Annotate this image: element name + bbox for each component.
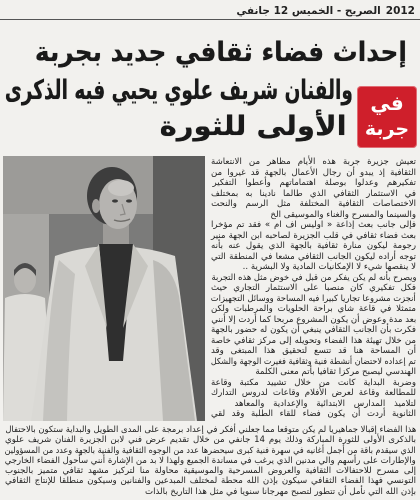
article-line-text: للمطالعة وقاعة لعرض الأفلام وقاعات لدروس التدارك (211, 388, 416, 398)
article-line (211, 325, 416, 336)
article-line-text: ويصرح بأنه لم يكن يفكر من قبل في خوض مثل هذه التجربة (211, 272, 416, 283)
article-line (211, 157, 416, 168)
article-line-text: هذا الفضاء إقبالا جماهيريا لم يكن متوقعا مما جعلني أفكر في إعداد برمجة على المدى الطويل والبداية ستكون بالاحتفال (5, 425, 416, 435)
article-line-text: بعد مدة وعوض أن يكون المشروع مربحا كما أردت إلا أنني (211, 314, 416, 325)
article-column-right (211, 157, 416, 420)
article-line-text: تعيش جزيرة جربة هذه الأيام مظاهر من الانتعاشة (211, 157, 416, 167)
article-line-text: بعث فضاء ثقافي في قلب الجزيرة لصاحبه ابن الجهة منير (211, 230, 416, 241)
kicker-box (357, 86, 417, 148)
article-line-text: متمثلا في قاعة شاي براحة الحلويات والمرطبات ولكن (211, 304, 416, 314)
article-line (211, 283, 416, 294)
article-line-text: بإذن الله التي نأمل أن تتطور لتصبح مهرجانا سنويا في مثل هذا التاريخ بالذات (145, 486, 416, 497)
headline-line (160, 110, 347, 144)
article-line-text: في الاستثمار الثقافي الذي طالما نادينا به بمختلف (211, 188, 416, 199)
article-line-text: تفكيرهم وعدلوا بوصلة اهتماماتهم وأعطوا التفكير (212, 178, 416, 188)
kicker-line: في (370, 91, 404, 115)
article-line-text: من خلال تهيئة هذا الفضاء وتحويله إلى مركز ثقافي خاصة (211, 335, 416, 346)
article-line-text: الهندسي ليصبح مركزا ثقافيا بأتم معنى الكلمة (255, 367, 416, 377)
article-line (5, 476, 416, 486)
article-line (211, 399, 416, 410)
article-line-text: فكل تفكيري كان منصبا على الاستثمار التجاري حيث (211, 283, 416, 293)
masthead-date: الصريح - الخميس 12 جانفي (236, 4, 381, 17)
masthead (190, 3, 415, 18)
article-line-text: أنجزت مشروعا تجاريا كبيرا فيه المساحة ووسائل التجهيزات (211, 293, 416, 304)
headline-text: الأولى للثورة (160, 111, 347, 142)
article-line (211, 168, 416, 179)
article-line (5, 425, 416, 435)
headline-line (5, 74, 353, 108)
article-line (211, 189, 416, 200)
article-line (5, 466, 416, 476)
headline-text: إحداث فضاء ثقافي جديد بجربة (35, 37, 407, 68)
article-line-text: توجه أراده ليكون الجانب الثقافي مشعا في المنطقة التي (211, 251, 416, 262)
portrait-photo-image (3, 156, 205, 421)
article-line-text: فكرت بأن الجانب الثقافي ينبغي أن يكون له حضور بالجهة (211, 325, 416, 335)
headline-line (35, 36, 407, 70)
article-line (5, 446, 416, 456)
article-line (211, 210, 416, 221)
article-line-text: تم إعداده لاحتضان أنشطة فنية وثقافية فغيرت الوجهة والشكل (211, 356, 416, 367)
article-line-text: لتلاميذ المدارس الابتدائية والإعدادية والمعاهد (234, 398, 416, 409)
article-line (211, 252, 416, 263)
article-line (211, 315, 416, 326)
headline-text: والفنان شريف علوي يحيي فيه الذكرى (5, 75, 353, 106)
article-line (211, 336, 416, 347)
article-line (211, 346, 416, 357)
article-line (211, 231, 416, 242)
article-line-text: الذي سيقدم باقة من أجمل أغانيه في سهرة فنية كبرى سيحضرها عدد من الوجوه الثقافية والفنية بالجهة وعدد من المسؤولين (5, 445, 416, 456)
article-line (211, 241, 416, 252)
article-line-text: والإطارات على رأسهم والي مدنين الذي يرغب في مساندة الجميع ولهذا لا بد من الإشارة أنني سأحول الفضاء الخارجي (5, 455, 416, 466)
article-line-text: لا ينقصها شيء لا الإمكانيات المادية ولا البشرية .. (242, 262, 416, 272)
kicker-line: جربة (364, 118, 410, 140)
article-line-text: الاختصاصات الثقافية المختلفة مثل الرسم والنحت (211, 199, 416, 209)
masthead-year: 2012 (385, 4, 415, 17)
article-line (211, 294, 416, 305)
article-line-text: وضربة البداية كانت من خلال تشييد مكتبة وقاعة (211, 377, 416, 388)
article-line-text: الثانوية أردت أن يكون فضاء للقاء الطلبة وقد لقي (211, 409, 416, 419)
article-line (211, 273, 416, 284)
article-line (211, 262, 416, 273)
article-line-text: رجومة ليكون منارة ثقافية بالجهة الذي يقول عنه بأنه (211, 241, 416, 251)
masthead-rule (0, 19, 420, 20)
article-photo (3, 156, 205, 421)
article-line-text: إلى مسرح للاحتفالات الثقافية والعروض المسرحية والموسيقية محاولة منا لتركيز مشهد ثقافي متميز بالجنوب (5, 466, 416, 477)
article-line (211, 409, 416, 420)
article-line (5, 487, 416, 497)
article-line (211, 367, 416, 378)
article-line (211, 388, 416, 399)
article-line (211, 199, 416, 210)
article-line (5, 456, 416, 466)
article-line-text: بالذكرى الأولى للثورة المباركة وذلك يوم 14 جانفي من خلال تقديم عرض فني لابن الجزيرة الفنان شريف علوي (5, 435, 416, 446)
article-line-text: أن المساحة هنا قد تتسع لتحقيق هذا المبتغى وقد (211, 346, 416, 356)
article-line (211, 357, 416, 368)
article-line (211, 304, 416, 315)
article-line-text: الثقافية إذ يبدو أن رجال الأعمال بالجهة قد غيروا من (211, 167, 416, 178)
article-line-text: والسينما والمسرح والغناء والموسيقى الخ (270, 209, 416, 220)
article-line (5, 435, 416, 445)
article-line-text: فإلى جانب بعث إذاعة « اوليس اف ام » فقد تم مؤخرا (211, 220, 416, 230)
article-line (211, 378, 416, 389)
article-line-text: التونسي فهذا الفضاء الثقافي سيكون بإذن الله محطة لمختلف المبدعين والفنانين وسيكون منطلقا للإنتاج الثقافي (5, 476, 416, 487)
article-line (211, 220, 416, 231)
article-full-width (5, 425, 416, 497)
article-line (211, 178, 416, 189)
